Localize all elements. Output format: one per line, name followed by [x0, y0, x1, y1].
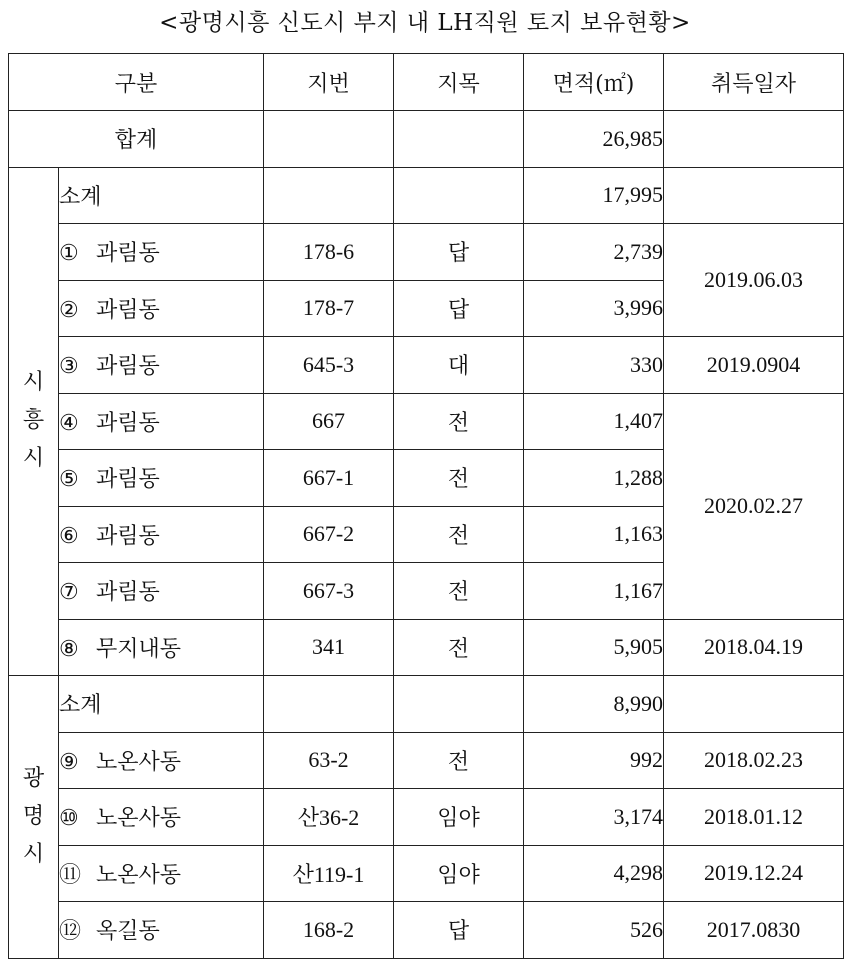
city-label-siheung — [9, 167, 59, 676]
acquisition-date: 2020.02.27 — [664, 393, 844, 619]
siheung-subtotal-row — [9, 167, 844, 224]
total-jimok — [394, 111, 524, 168]
header-date: 취득일자 — [664, 54, 844, 111]
table-row — [9, 337, 844, 394]
acquisition-date: 2017.0830 — [664, 902, 844, 959]
empty-cell — [394, 167, 524, 224]
parcel-jibeon: 645-3 — [264, 337, 394, 394]
acquisition-date: 2018.02.23 — [664, 732, 844, 789]
parcel-jibeon: 산119-1 — [264, 845, 394, 902]
parcel-name: ⑫ 옥길동 — [59, 902, 264, 959]
parcel-jibeon: 341 — [264, 619, 394, 676]
table-row — [9, 732, 844, 789]
total-label: 합계 — [9, 111, 264, 168]
parcel-jimok: 답 — [394, 224, 524, 281]
empty-cell — [664, 676, 844, 733]
city-label-gwangmyeong — [9, 676, 59, 959]
city-char: 명 — [22, 803, 45, 829]
parcel-jibeon: 산36-2 — [264, 789, 394, 846]
parcel-jimok: 전 — [394, 393, 524, 450]
parcel-area: 3,174 — [524, 789, 664, 846]
subtotal-area: 8,990 — [524, 676, 664, 733]
parcel-area: 1,167 — [524, 563, 664, 620]
parcel-name: ② 과림동 — [59, 280, 264, 337]
parcel-name: ④ 과림동 — [59, 393, 264, 450]
page-title: <광명시흥 신도시 부지 내 LH직원 토지 보유현황> — [159, 10, 691, 36]
parcel-jibeon: 667-2 — [264, 506, 394, 563]
parcel-jimok: 대 — [394, 337, 524, 394]
parcel-area: 1,288 — [524, 450, 664, 507]
parcel-jibeon: 63-2 — [264, 732, 394, 789]
total-area: 26,985 — [524, 111, 664, 168]
parcel-area: 4,298 — [524, 845, 664, 902]
parcel-name: ⑦ 과림동 — [59, 563, 264, 620]
header-jibeon: 지번 — [264, 54, 394, 111]
acquisition-date: 2018.01.12 — [664, 789, 844, 846]
parcel-area: 526 — [524, 902, 664, 959]
acquisition-date: 2019.0904 — [664, 337, 844, 394]
acquisition-date: 2019.06.03 — [664, 224, 844, 337]
city-char: 광 — [22, 765, 45, 791]
table-row — [9, 224, 844, 281]
subtotal-label: 소계 — [59, 167, 264, 224]
parcel-area: 1,407 — [524, 393, 664, 450]
parcel-jimok: 임야 — [394, 845, 524, 902]
city-char: 시 — [22, 370, 45, 396]
total-date — [664, 111, 844, 168]
parcel-name: ⑧ 무지내동 — [59, 619, 264, 676]
parcel-jibeon: 168-2 — [264, 902, 394, 959]
table-row — [9, 789, 844, 846]
parcel-name: ⑨ 노온사동 — [59, 732, 264, 789]
empty-cell — [264, 676, 394, 733]
parcel-jimok: 답 — [394, 902, 524, 959]
parcel-name: ⑩ 노온사동 — [59, 789, 264, 846]
subtotal-label: 소계 — [59, 676, 264, 733]
subtotal-area: 17,995 — [524, 167, 664, 224]
acquisition-date: 2018.04.19 — [664, 619, 844, 676]
parcel-jimok: 임야 — [394, 789, 524, 846]
parcel-jimok: 전 — [394, 732, 524, 789]
empty-cell — [264, 167, 394, 224]
total-row — [9, 111, 844, 168]
parcel-area: 2,739 — [524, 224, 664, 281]
empty-cell — [394, 676, 524, 733]
table-row — [9, 902, 844, 959]
parcel-name: ③ 과림동 — [59, 337, 264, 394]
parcel-jimok: 답 — [394, 280, 524, 337]
city-char: 시 — [22, 446, 45, 472]
table-row — [9, 619, 844, 676]
parcel-jibeon: 667-1 — [264, 450, 394, 507]
parcel-jibeon: 667 — [264, 393, 394, 450]
parcel-name: ⑪ 노온사동 — [59, 845, 264, 902]
parcel-jimok: 전 — [394, 563, 524, 620]
parcel-jimok: 전 — [394, 450, 524, 507]
parcel-area: 1,163 — [524, 506, 664, 563]
header-gubun: 구분 — [9, 54, 264, 111]
parcel-jimok: 전 — [394, 619, 524, 676]
parcel-jibeon: 178-7 — [264, 280, 394, 337]
header-jimok: 지목 — [394, 54, 524, 111]
parcel-jibeon: 667-3 — [264, 563, 394, 620]
header-row — [9, 54, 844, 111]
acquisition-date: 2019.12.24 — [664, 845, 844, 902]
parcel-jibeon: 178-6 — [264, 224, 394, 281]
parcel-name: ① 과림동 — [59, 224, 264, 281]
parcel-area: 5,905 — [524, 619, 664, 676]
table-row — [9, 845, 844, 902]
table-row — [9, 393, 844, 450]
parcel-name: ⑤ 과림동 — [59, 450, 264, 507]
parcel-area: 330 — [524, 337, 664, 394]
city-char: 흥 — [22, 408, 45, 434]
empty-cell — [664, 167, 844, 224]
header-area: 면적(㎡) — [524, 54, 664, 111]
gwangmyeong-subtotal-row — [9, 676, 844, 733]
parcel-jimok: 전 — [394, 506, 524, 563]
total-jibeon — [264, 111, 394, 168]
parcel-area: 992 — [524, 732, 664, 789]
land-holdings-table — [8, 53, 844, 959]
parcel-name: ⑥ 과림동 — [59, 506, 264, 563]
city-char: 시 — [22, 841, 45, 867]
parcel-area: 3,996 — [524, 280, 664, 337]
